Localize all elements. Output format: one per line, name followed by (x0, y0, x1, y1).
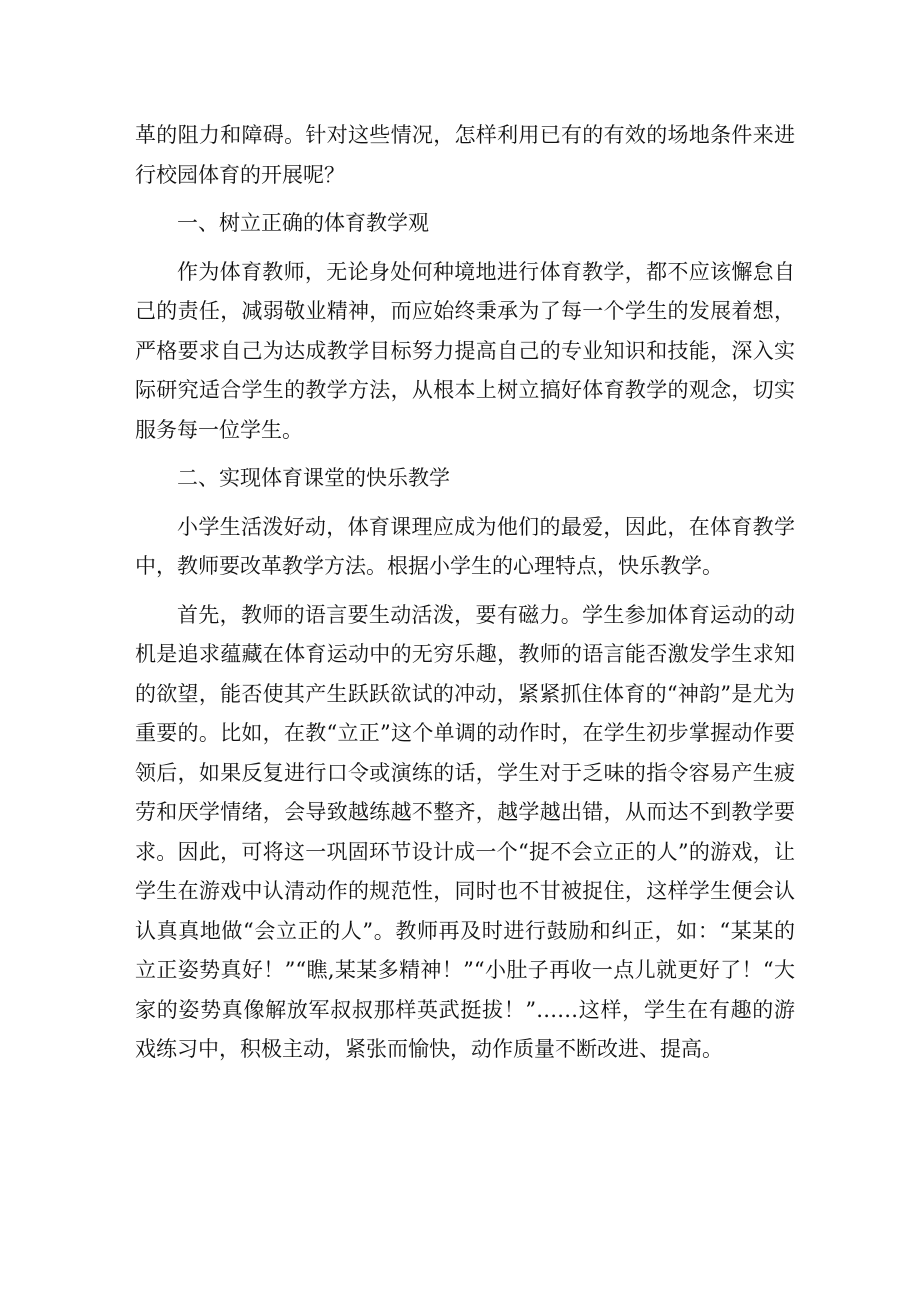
paragraph-2: 小学生活泼好动，体育课理应成为他们的最爱，因此，在体育教学中，教师要改革教学方法。根据小学生的心理特点，快乐教学。 (135, 514, 795, 578)
section-heading-2: 二、实现体育课堂的快乐教学 (177, 466, 450, 490)
paragraph-continuation: 革的阻力和障碍。针对这些情况，怎样利用已有的有效的场地条件来进行校园体育的开展呢？ (135, 123, 795, 187)
paragraph-3: 首先，教师的语言要生动活泼，要有磁力。学生参加体育运动的动机是追求蕴藏在体育运动中的无穷乐趣，教师的语言能否激发学生求知的欲望，能否使其产生跃跃欲试的冲动，紧紧抓住体育的“神韵”是尤为重要的。比如，在教“立正”这个单调的动作时，在学生初步掌握动作要领后，如果反复进行口令或演练的话，学生对于乏味的指令容易产生疲劳和厌学情绪，会导致越练越不整齐，越学越出错，从而达不到教学要求。因此，可将这一巩固环节设计成一个“捉不会立正的人”的游戏，让学生在游戏中认清动作的规范性，同时也不甘被捉住，这样学生便会认认真真地做“会立正的人”。教师再及时进行鼓励和纠正，如：“某某的立正姿势真好！”“瞧,某某多精神！”“小肚子再收一点儿就更好了！“大家的姿势真像解放军叔叔那样英武挺拔！”……这样，学生在有趣的游戏练习中，积极主动，紧张而愉快，动作质量不断改进、提高。 (135, 602, 795, 1061)
document-body (135, 116, 795, 1079)
paragraph-1: 作为体育教师，无论身处何种境地进行体育教学，都不应该懈怠自己的责任，减弱敬业精神，而应始终秉承为了每一个学生的发展着想，严格要求自己为达成教学目标努力提高自己的专业知识和技能，深入实际研究适合学生的教学方法，从根本上树立搞好体育教学的观念，切实服务每一位学生。 (135, 259, 795, 442)
section-heading-1: 一、树立正确的体育教学观 (177, 211, 429, 235)
